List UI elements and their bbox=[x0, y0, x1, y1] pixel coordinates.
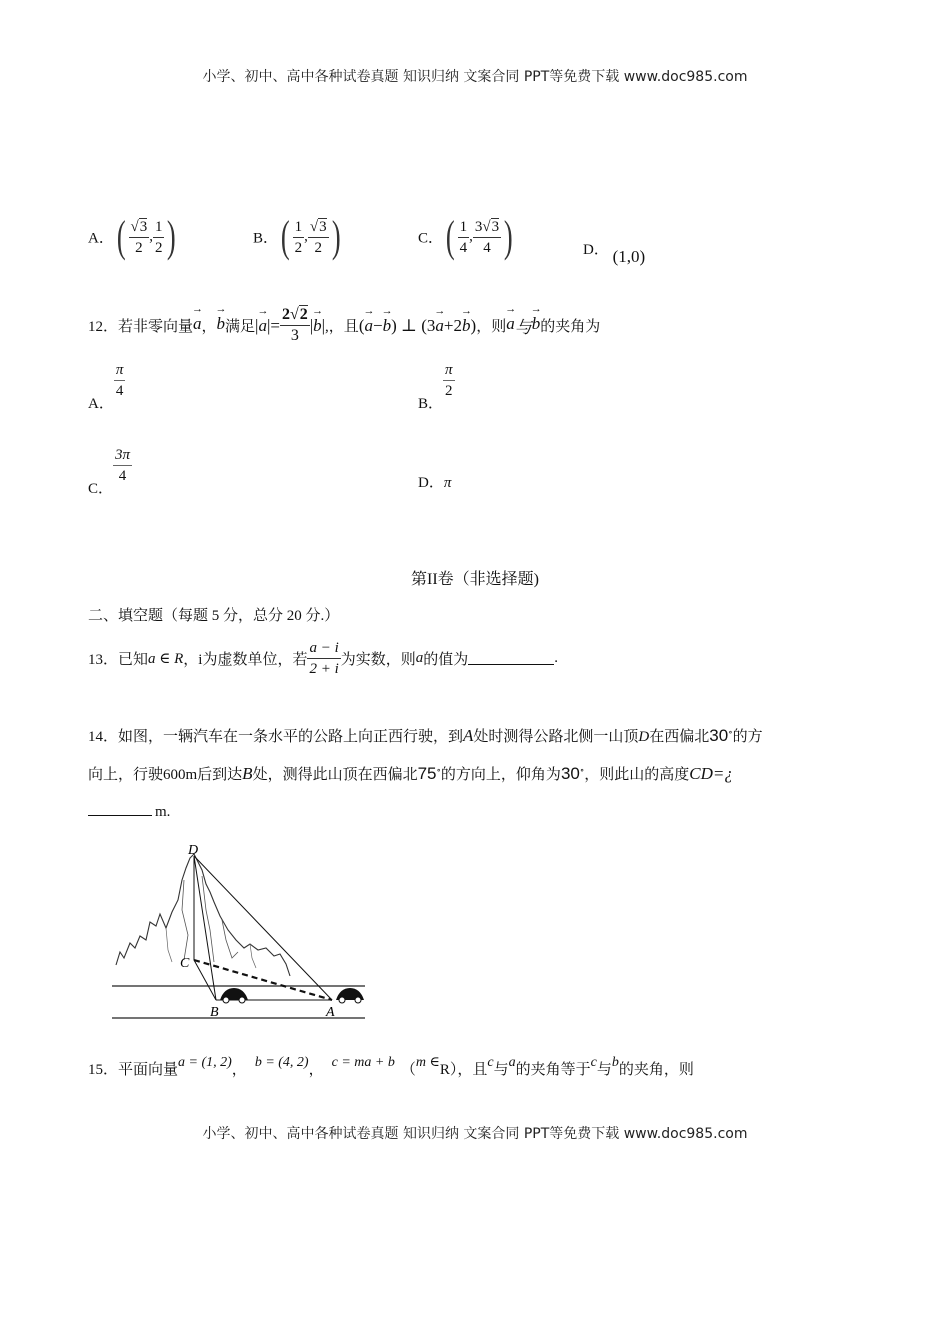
fill-in-title: 二、填空题（每题 5 分，总分 20 分.） bbox=[88, 608, 340, 624]
vector-b: → b bbox=[217, 314, 226, 334]
q11-option-c: C．( $\frac{1}{4}$ , $\frac{3√3}{4}$ ) bbox=[418, 212, 513, 261]
q14-line2: 向上，行驶600m后到达B处，测得此山顶在西偏北75∘的方向上，仰角为30∘，则此山的高度CD=¿ bbox=[88, 764, 733, 783]
q11-a-frac2: $\frac{1}{2}$ bbox=[154, 218, 163, 256]
q12-option-c: C． $\frac{3\pi}{4}$ bbox=[88, 447, 131, 497]
q14-line3: m. bbox=[88, 803, 170, 821]
q11-option-d: D． (1,0) bbox=[583, 242, 646, 266]
mountain-ridge-4 bbox=[166, 928, 172, 962]
car-icon bbox=[336, 988, 364, 1003]
q14-answer-blank[interactable] bbox=[88, 803, 152, 816]
line-DA bbox=[194, 856, 332, 1000]
q14-mountain-figure bbox=[110, 840, 370, 1025]
q13-answer-blank[interactable] bbox=[468, 652, 554, 665]
q14-line1: 14．如图，一辆汽车在一条水平的公路上向正西行驶，到A处时测得公路北侧一山顶D在西偏北30∘的方 bbox=[88, 726, 763, 745]
q11-option-a: A．( $\frac{√3}{2}$ , $\frac{1}{2}$ ) bbox=[88, 212, 177, 261]
page-header: 小学、初中、高中各种试卷真题 知识归纳 文案合同 PPT等免费下载 www.doc985.com bbox=[202, 69, 748, 85]
label-A: A bbox=[326, 1005, 335, 1020]
label-C: C bbox=[180, 956, 190, 971]
label-B: B bbox=[210, 1005, 219, 1020]
mountain-ridge-1 bbox=[182, 880, 188, 960]
page-footer: 小学、初中、高中各种试卷真题 知识归纳 文案合同 PPT等免费下载 www.doc985.com bbox=[202, 1126, 748, 1142]
q12-option-b: B． $\frac{\pi}{2}$ bbox=[418, 362, 453, 412]
q12-coef-frac: $\frac{2√2}{3}$ bbox=[281, 306, 308, 344]
line-DB bbox=[194, 856, 216, 1000]
q12-option-d: D．π bbox=[418, 475, 452, 491]
label-D: D bbox=[188, 843, 199, 858]
q11-option-b: B．( $\frac{1}{2}$ , $\frac{√3}{2}$ ) bbox=[253, 212, 341, 261]
vector-a: → a bbox=[193, 314, 202, 334]
q12-stem: 12．若非零向量→ a，→ b满足|→ a|= $\frac{2√2}{3}$ |→ b|,，且(→ a−→ b) ⊥ (3→ a+2→ b)，则→ a与→ b的夹角为 bbox=[88, 305, 600, 346]
section-title: 第II卷（非选择题) bbox=[411, 571, 539, 588]
q11-a-frac1: $\frac{√3}{2}$ bbox=[130, 218, 148, 256]
q12-option-a: A． $\frac{\pi}{4}$ bbox=[88, 362, 124, 412]
q13-stem: 13．已知a ∈ R，i为虚数单位，若 $\frac{a - i}{2 + i}$ 为实数，则a的值为 . bbox=[88, 640, 559, 677]
car-icon bbox=[220, 988, 248, 1003]
q13-frac: $\frac{a - i}{2 + i}$ bbox=[309, 640, 339, 677]
q15-stem: 15．平面向量a = (1, 2)， b = (4, 2)， c = ma + b （m ∈R），且c与a的夹角等于c与b的夹角，则 bbox=[88, 1055, 694, 1078]
